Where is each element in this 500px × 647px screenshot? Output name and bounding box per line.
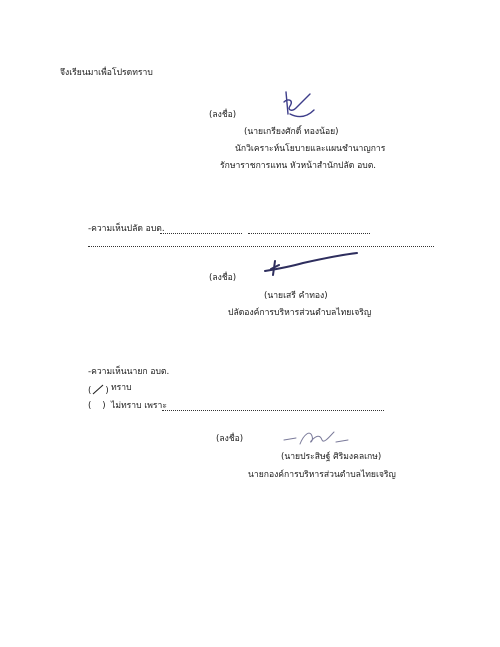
signature-1: [276, 88, 326, 130]
sign-label-3: (ลงชื่อ): [216, 434, 244, 444]
signer-position-3: นายกองค์การบริหารส่วนตำบลไทยเจริญ: [248, 470, 396, 480]
opinion-label-mayor: -ความเห็นนายก อบต.: [88, 367, 170, 377]
ack-checkbox[interactable]: ( ): [88, 386, 109, 396]
not-ack-checkbox[interactable]: ( ): [88, 401, 106, 411]
signature-3: [282, 426, 352, 448]
signer-position-2: ปลัดองค์การบริหารส่วนตำบลไทยเจริญ: [228, 308, 372, 318]
not-ack-reason-line: [162, 410, 384, 411]
not-ack-option-label: ไม่ทราบ เพราะ: [111, 401, 167, 411]
opinion-line-deputy-c: [88, 246, 434, 247]
sign-label-2: (ลงชื่อ): [209, 273, 237, 283]
opinion-label-deputy: -ความเห็นปลัด อบต.: [88, 224, 165, 234]
signer-name-1: (นายเกรียงศักดิ์ ทองน้อย): [244, 127, 339, 137]
signer-acting-1: รักษาราชการแทน หัวหน้าสำนักปลัด อบต.: [220, 161, 377, 171]
opinion-line-deputy-a: [160, 233, 242, 234]
ack-option-label: ทราบ: [111, 383, 132, 393]
ack-check-mark: [92, 384, 104, 395]
closing-greeting: จึงเรียนมาเพื่อโปรดทราบ: [60, 68, 153, 78]
signer-position-1: นักวิเคราะห์นโยบายและแผนชำนาญการ: [235, 144, 386, 154]
opinion-line-deputy-b: [248, 233, 370, 234]
signature-2: [263, 251, 359, 281]
signer-name-3: (นายประสิษฐ์ ศิริมงคลเกษ): [281, 452, 382, 462]
signer-name-2: (นายเสรี คำทอง): [264, 291, 328, 301]
sign-label-1: (ลงชื่อ): [209, 110, 237, 120]
